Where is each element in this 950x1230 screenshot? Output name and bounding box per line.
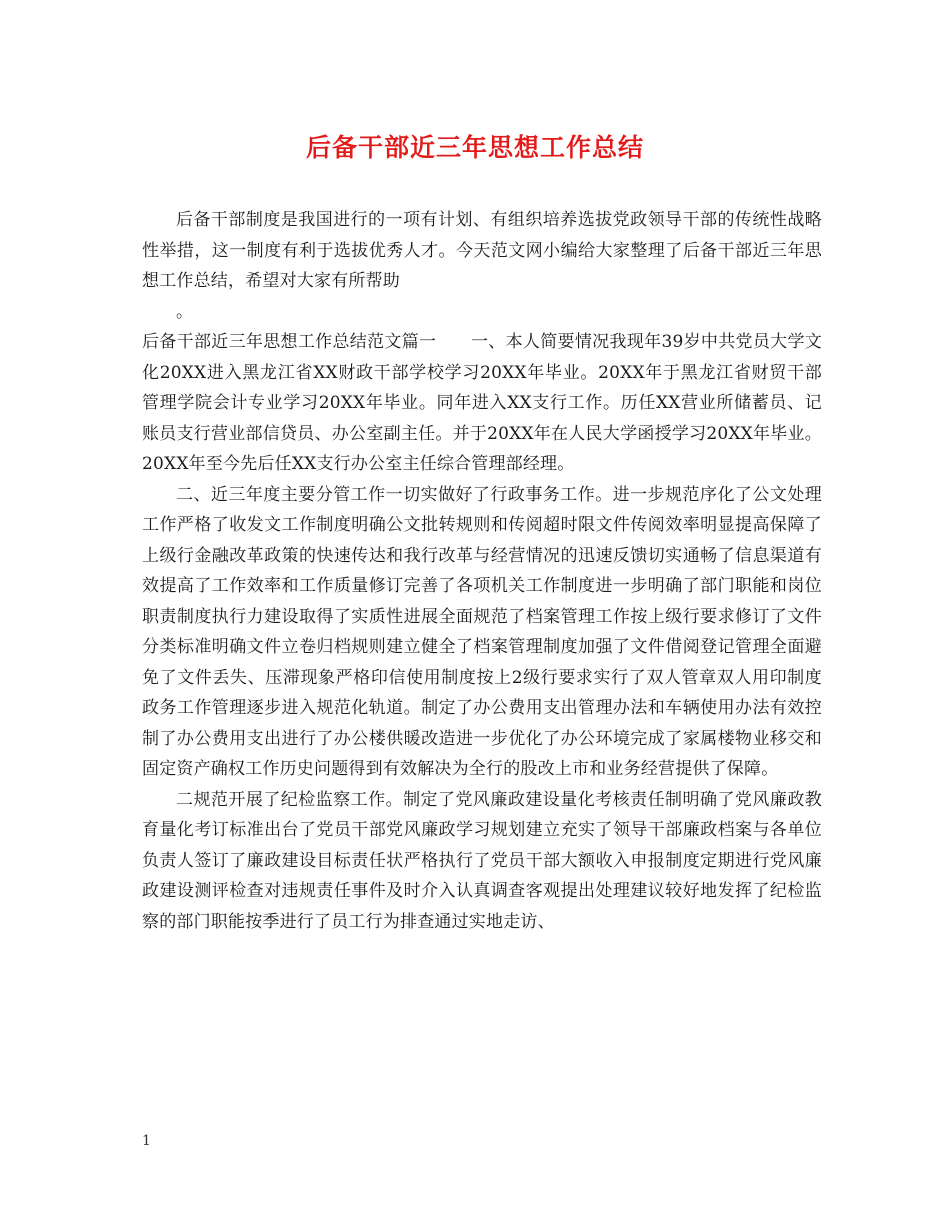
section-one-paragraph: 后备干部近三年思想工作总结范文篇一 一、本人简要情况我现年39岁中共党员大学文化20XX进入黑龙江省XX财政干部学校学习20XX年毕业。20XX年于黑龙江省财贸干部管理学院会计专业学习20XX年毕业。同年进入XX支行工作。历任XX营业所储蓄员、记账员支行营业部信贷员、办公室副主任。并于20XX年在人民大学函授学习20XX年毕业。20XX年至今先后任XX支行办公室主任综合管理部经理。 bbox=[142, 332, 822, 474]
document-title: 后备干部近三年思想工作总结 bbox=[305, 133, 644, 162]
section-two-paragraph: 二、近三年度主要分管工作一切实做好了行政事务工作。进一步规范序化了公文处理工作严格了收发文工作制度明确公文批转规则和传阅超时限文件传阅效率明显提高保障了上级行金融改革政策的快速传达和我行改革与经营情况的迅速反馈切实通畅了信息渠道有效提高了工作效率和工作质量修订完善了各项机关工作制度进一步明确了部门职能和岗位职责制度执行力建设取得了实质性进展全面规范了档案管理工作按上级行要求修订了文件分类标准明确文件立卷归档规则建立健全了档案管理制度加强了文件借阅登记管理全面避免了文件丢失、压滞现象严格印信使用制度按上2级行要求实行了双人管章双人用印制度政务工作管理逐步进入规范化轨道。制定了办公费用支出管理办法和车辆使用办法有效控制了办公费用支出进行了办公楼供暖改造进一步优化了办公环境完成了家属楼物业移交和固定资产确权工作历史问题得到有效解决为全行的股改上市和业务经营提供了保障。 bbox=[142, 484, 822, 779]
intro-paragraph: 后备干部制度是我国进行的一项有计划、有组织培养选拔党政领导干部的传统性战略性举措，这一制度有利于选拔优秀人才。今天范文网小编给大家整理了后备干部近三年思想工作总结，希望对大家有所帮助 bbox=[142, 210, 822, 291]
document-body bbox=[142, 205, 822, 937]
intro-period-line: 。 bbox=[176, 301, 194, 322]
page-number: 1 bbox=[142, 1133, 151, 1149]
section-three-paragraph: 二规范开展了纪检监察工作。制定了党风廉政建设量化考核责任制明确了党风廉政教育量化考订标准出台了党员干部党风廉政学习规划建立充实了领导干部廉政档案与各单位负责人签订了廉政建设目标责任状严格执行了党员干部大额收入申报制度定期进行党风廉政建设测评检查对违规责任事件及时介入认真调查客观提出处理建议较好地发挥了纪检监察的部门职能按季进行了员工行为排查通过实地走访、 bbox=[142, 789, 822, 932]
